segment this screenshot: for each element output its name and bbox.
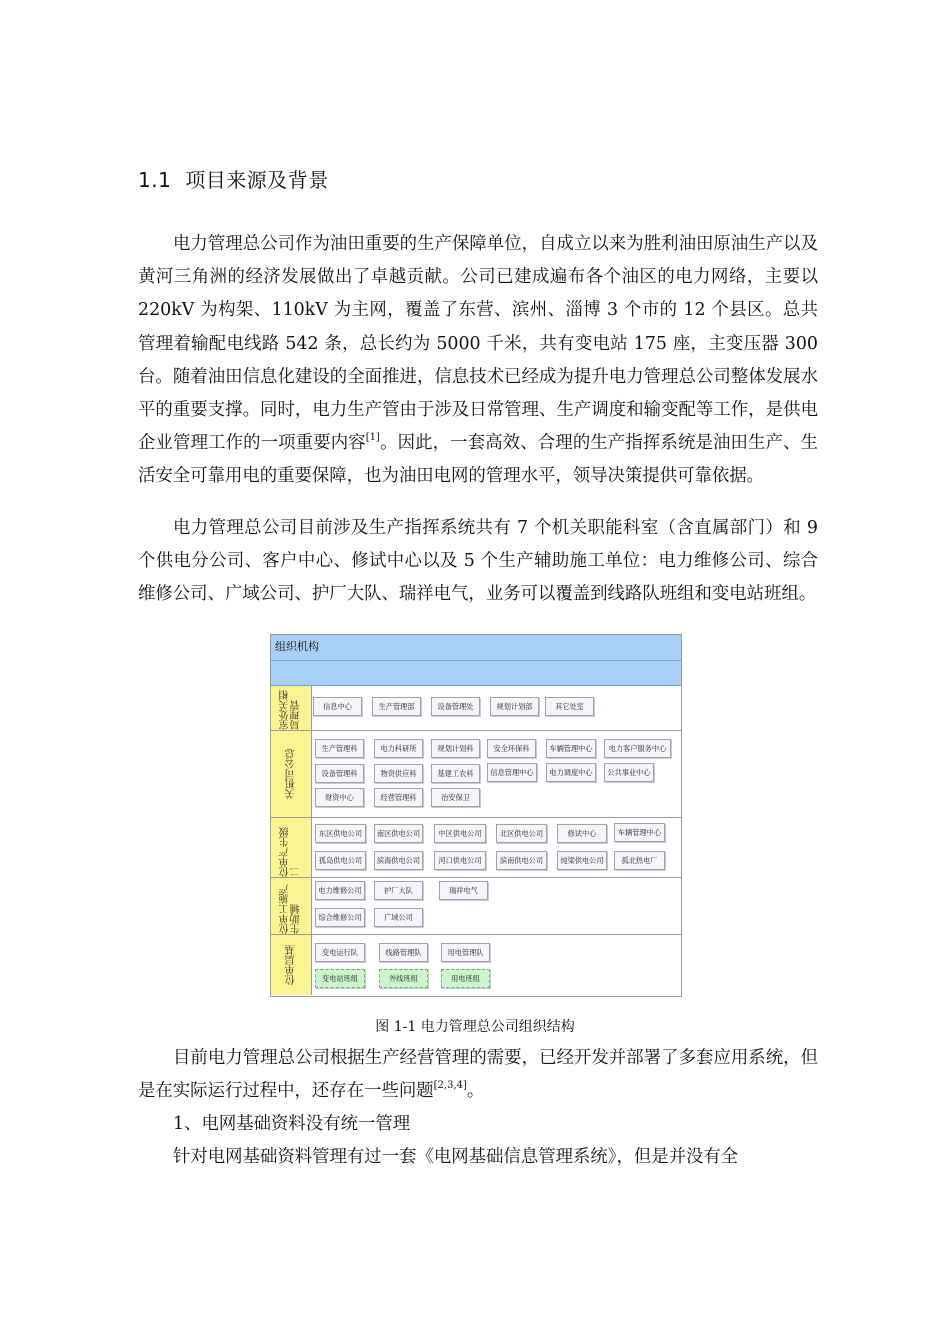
- list-item-heading: 1、电网基础资料没有统一管理: [173, 1114, 411, 1134]
- section-number: 1.1: [138, 168, 172, 192]
- org-unit-box: 经营管理科: [374, 788, 423, 807]
- org-unit-box: 滨南供电公司: [496, 851, 547, 870]
- org-row: [271, 818, 681, 878]
- org-row-label: 位单工施产生助辅: [271, 878, 312, 934]
- org-unit-box: 生产管理科: [315, 739, 364, 758]
- org-unit-box: 规划计划科: [431, 739, 480, 758]
- org-unit-box: 车辆管理中心: [546, 739, 596, 758]
- org-unit-box: 综合维修公司: [315, 908, 365, 927]
- org-unit-box: 物资供应科: [374, 764, 423, 783]
- figure-caption: 图 1-1 电力管理总公司组织结构: [375, 1019, 575, 1035]
- org-row: [271, 686, 681, 731]
- org-unit-box: 设备管理科: [315, 764, 364, 783]
- org-chart-header-bar: [271, 661, 681, 686]
- org-row-label: 室处关相局理管: [271, 686, 312, 730]
- org-unit-box: 广域公司: [374, 908, 423, 927]
- org-row-label: 关机司公总: [271, 731, 312, 817]
- section-heading: [138, 164, 329, 193]
- paragraph-organization: 电力管理总公司目前涉及生产指挥系统共有 7 个机关职能科室（含直属部门）和 9 个供电分公司、客户中心、修试中心以及 5 个生产辅助施工单位：电力维修公司、综合维修公司、广域公司、护厂大队、瑞祥电气，业务可以覆盖到线路队班组和变电站班组。: [138, 518, 818, 605]
- org-chart-title: 组织机构: [271, 635, 681, 661]
- org-unit-box: 变电运行队: [315, 943, 365, 962]
- org-unit-box: 安全环保科: [487, 739, 536, 758]
- org-row-label: 位单产生级二: [271, 818, 312, 877]
- org-unit-box: 北区供电公司: [496, 824, 547, 843]
- org-unit-box: 南区供电公司: [374, 824, 423, 843]
- org-team-box: 外线班组: [379, 969, 428, 988]
- org-unit-box: 生产管理部: [372, 697, 421, 716]
- org-row: [271, 878, 681, 935]
- org-unit-box: 修试中心: [557, 824, 607, 843]
- paragraph-background: [138, 228, 818, 494]
- org-chart-figure: [270, 634, 682, 997]
- org-unit-box: 其它处室: [545, 697, 594, 716]
- paragraph-text: 电力管理总公司作为油田重要的生产保障单位，自成立以来为胜利油田原油生产以及黄河三角洲的经济发展做出了卓越贡献。公司已建成遍布各个油区的电力网络，主要以 220kV 为构架、110kV 为主网，覆盖了东营、滨州、淄博 3 个市的 12 个县区。总共管理着输配电线路 542 条，总长约为 5000 千米，共有变电站 175 座，主变压器 300 台。随着油田信息化建设的全面推进，信息技术已经成为提升电力管理总公司整体发展水平的重要支撑。同时，电力生产管由于涉及日常管理、生产调度和输变配等工作，是供电企业管理工作的一项重要内容: [138, 234, 818, 454]
- citation[interactable]: [1]: [365, 432, 380, 444]
- paragraph-text: 。: [466, 1081, 485, 1102]
- org-unit-box: 公共事业中心: [604, 763, 654, 782]
- org-unit-box: 信息中心: [313, 697, 362, 716]
- org-unit-box: 设备管理处: [431, 697, 480, 716]
- org-unit-box: 电力科研所: [374, 739, 423, 758]
- org-team-box: 变电站班组: [315, 969, 365, 988]
- org-row: [271, 935, 681, 995]
- org-unit-box: 孤北热电厂: [614, 851, 665, 870]
- org-unit-box: 东区供电公司: [315, 824, 366, 843]
- org-unit-box: 财资中心: [315, 788, 364, 807]
- org-unit-box: 护厂大队: [374, 881, 423, 900]
- citation[interactable]: [2,3,4]: [433, 1080, 467, 1092]
- org-unit-box: 电力客户服务中心: [604, 739, 671, 758]
- org-unit-box: 信息管理中心: [487, 763, 537, 782]
- org-unit-box: 河口供电公司: [434, 851, 486, 870]
- paragraph-text: 。因此，一套高效、合理的生产指挥系统是油田生产、生活安全可靠用电的重要保障，也为油田电网的管理水平，领导决策提供可靠依据。: [138, 433, 818, 487]
- paragraph-partial: 针对电网基础资料管理有过一套《电网基础信息管理系统》，但是并没有全: [173, 1147, 739, 1167]
- org-row: [271, 731, 681, 818]
- org-unit-box: 电力调度中心: [546, 763, 596, 782]
- org-row-label: 位单层基: [271, 935, 312, 995]
- org-unit-box: 电力维修公司: [315, 881, 365, 900]
- paragraph-text: 目前电力管理总公司根据生产经营管理的需要，已经开发并部署了多套应用系统，但是在实际运行过程中，还存在一些问题: [138, 1048, 818, 1102]
- org-unit-box: 规划计划部: [490, 697, 539, 716]
- org-unit-box: 治安保卫: [431, 788, 480, 807]
- section-title: 项目来源及背景: [185, 168, 329, 192]
- org-unit-box: 基建工农科: [431, 764, 480, 783]
- org-unit-box: 纯梁供电公司: [557, 851, 607, 870]
- org-unit-box: 中区供电公司: [434, 824, 486, 843]
- org-team-box: 用电班组: [441, 969, 490, 988]
- org-unit-box: 孤岛供电公司: [315, 851, 366, 870]
- paragraph-issues: [138, 1042, 818, 1108]
- org-unit-box: 瑞祥电气: [439, 881, 488, 900]
- org-unit-box: 线路管理队: [379, 943, 428, 962]
- org-unit-box: 车辆管理中心: [614, 823, 665, 842]
- org-unit-box: 用电管理队: [441, 943, 490, 962]
- org-unit-box: 滨海供电公司: [374, 851, 423, 870]
